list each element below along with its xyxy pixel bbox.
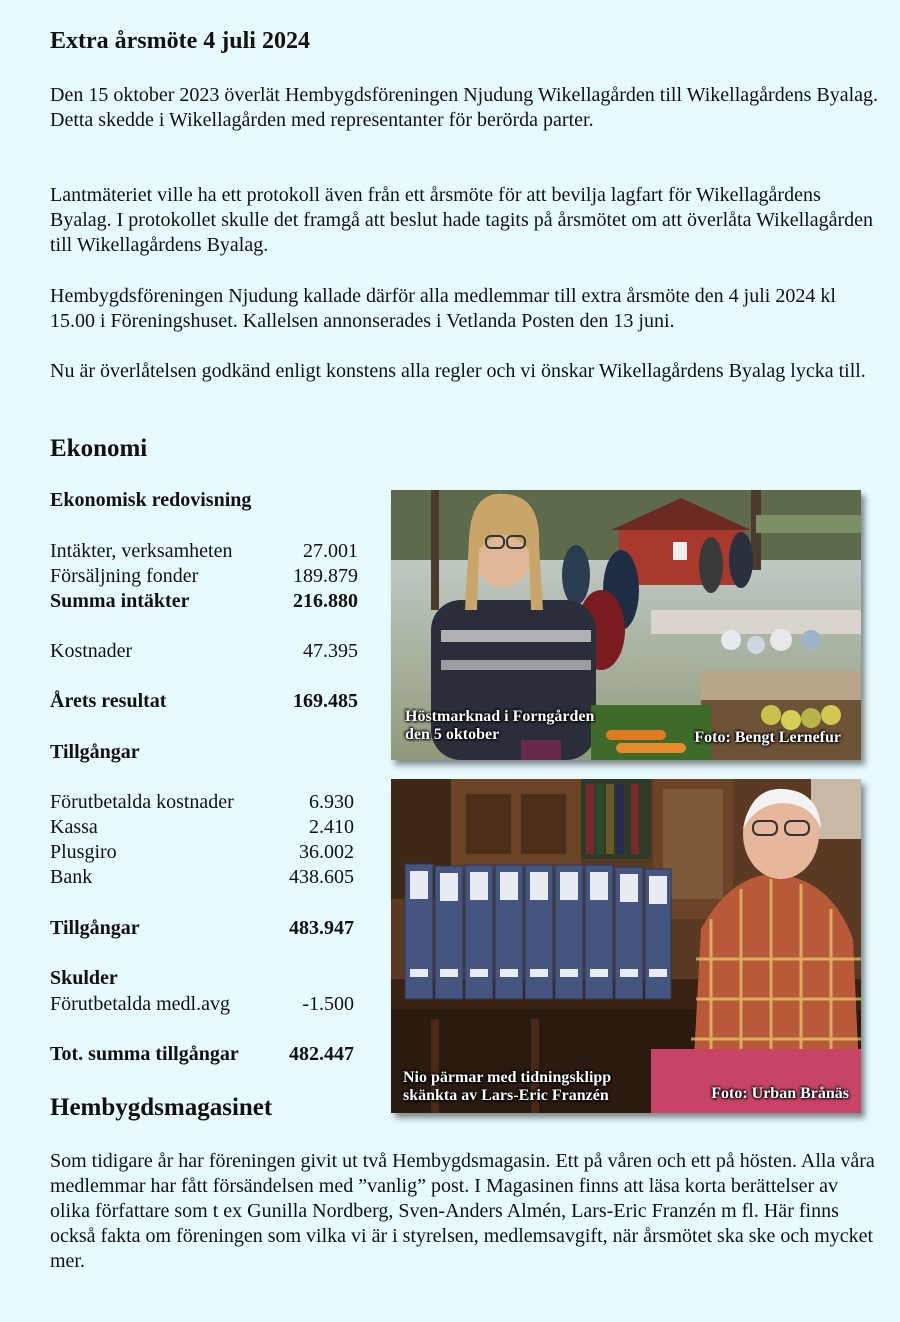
binders-photo (391, 779, 861, 1113)
magasin-paragraph: Som tidigare år har föreningen givit ut två Hembygdsmagasin. Ett på våren och ett på hösten. Alla våra medlemmar har fått försändelsen med ”vanlig” post. I Magasinen finns att läsa korta berättelser av olika författare som t ex Gunilla Nordberg, Sven-Anders Almén, Lars-Eric Franzén m fl. Här finns också fakta om föreningen som vilka vi är i styrelsen, medlemsavgift, när årsmötet ska ske och mycket mer. (50, 1150, 875, 1272)
assets-heading: Tillgångar (50, 741, 140, 763)
income-total-value: 216.880 (293, 590, 358, 612)
asset-label-3: Plusgiro (50, 841, 117, 863)
intro-paragraph-2: Lantmäteriet ville ha ett protokoll även från ett årsmöte för att bevilja lagfart för Wikellagårdens Byalag. I protokollet skulle det framgå att beslut hade tagits på årsmötet om att överlåta Wikellagården till Wikellagårdens Byalag. (50, 184, 874, 256)
asset-label-1: Förutbetalda kostnader (50, 791, 234, 813)
ekonomi-subheading: Ekonomisk redovisning (50, 489, 252, 511)
costs-label: Kostnader (50, 640, 133, 662)
income-total-label: Summa intäkter (50, 590, 190, 612)
asset-value-4: 438.605 (289, 866, 354, 888)
grand-total-label: Tot. summa tillgångar (50, 1043, 239, 1065)
binders-photo-image (391, 779, 861, 1113)
debts-value: -1.500 (302, 993, 354, 1015)
income-value-1: 27.001 (303, 540, 358, 562)
assets-total-value: 483.947 (289, 917, 354, 939)
asset-value-3: 36.002 (299, 841, 354, 863)
debts-label: Förutbetalda medl.avg (50, 993, 230, 1015)
intro-paragraph-4: Nu är överlåtelsen godkänd enligt konstens alla regler och vi önskar Wikellagårdens Byalag lycka till. (50, 360, 866, 382)
grand-total-value: 482.447 (289, 1043, 354, 1065)
income-value-2: 189.879 (293, 565, 358, 587)
binders-photo-caption: Nio pärmar med tidningsklipp skänkta av Lars-Eric Franzén (403, 1069, 612, 1104)
income-label-1: Intäkter, verksamheten (50, 540, 233, 562)
debts-heading: Skulder (50, 967, 118, 989)
asset-label-4: Bank (50, 866, 93, 888)
costs-value: 47.395 (303, 640, 358, 662)
ekonomi-heading: Ekonomi (50, 435, 148, 462)
asset-value-2: 2.410 (309, 816, 354, 838)
market-photo-credit: Foto: Bengt Lernefur (694, 729, 841, 746)
asset-value-1: 6.930 (309, 791, 354, 813)
income-label-2: Försäljning fonder (50, 565, 199, 587)
market-photo (391, 490, 861, 760)
magasin-heading: Hembygdsmagasinet (50, 1094, 273, 1121)
asset-label-2: Kassa (50, 816, 98, 838)
binders-photo-credit: Foto: Urban Brånäs (711, 1085, 849, 1102)
result-label: Årets resultat (50, 690, 167, 712)
assets-total-label: Tillgångar (50, 917, 140, 939)
intro-paragraph-1: Den 15 oktober 2023 överlät Hembygdsföreningen Njudung Wikellagården till Wikellagårdens Byalag. Detta skedde i Wikellagården med representanter för berörda parter. (50, 84, 878, 131)
result-value: 169.485 (293, 690, 358, 712)
intro-paragraph-3: Hembygdsföreningen Njudung kallade därför alla medlemmar till extra årsmöte den 4 juli 2024 kl 15.00 i Föreningshuset. Kallelsen annonserades i Vetlanda Posten den 13 juni. (50, 285, 836, 332)
page-title: Extra årsmöte 4 juli 2024 (50, 28, 310, 54)
market-photo-caption: Höstmarknad i Forngården den 5 oktober (405, 708, 595, 743)
